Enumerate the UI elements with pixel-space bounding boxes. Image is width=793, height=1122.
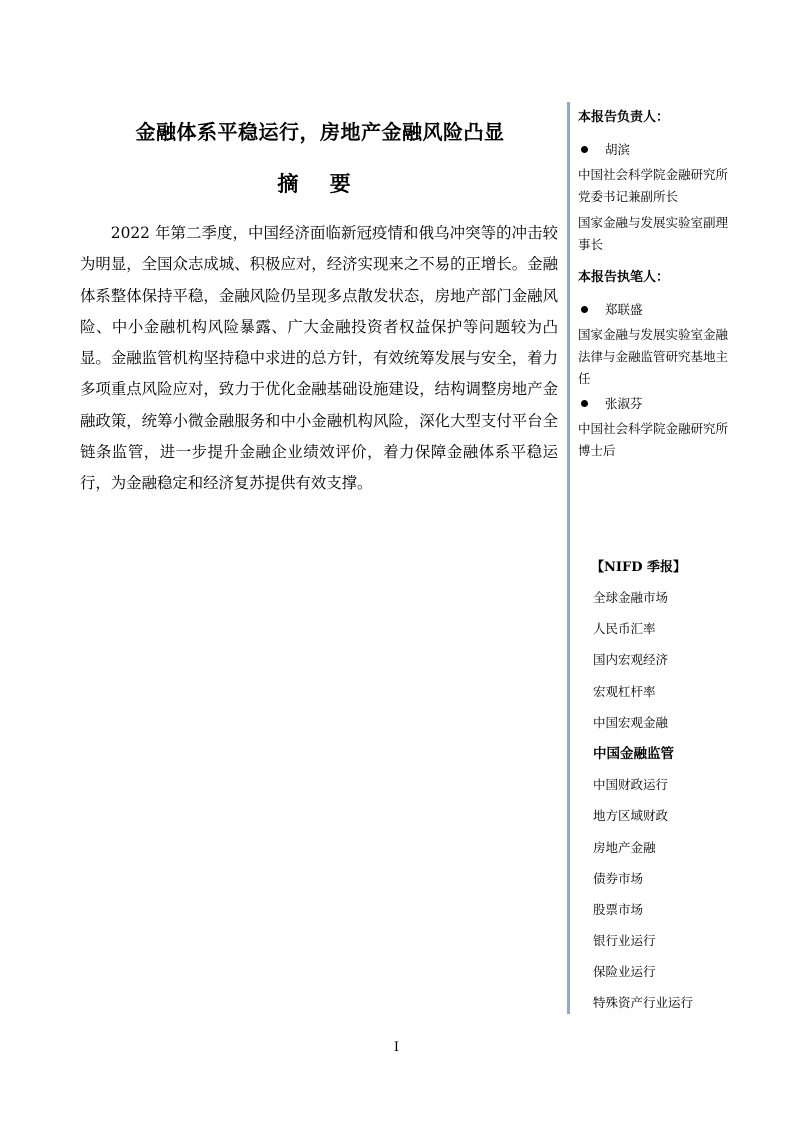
person-name: 张淑芬 bbox=[605, 396, 643, 411]
authors-heading: 本报告执笔人： bbox=[578, 270, 670, 285]
series-item[interactable]: 地方区域财政 bbox=[593, 808, 669, 824]
series-list bbox=[593, 586, 693, 1023]
bullet-icon bbox=[581, 400, 588, 407]
series-item[interactable]: 中国财政运行 bbox=[593, 777, 669, 793]
series-heading: 【NIFD 季报】 bbox=[591, 560, 686, 575]
person-entry bbox=[578, 392, 728, 414]
person-affiliation: 国家金融与发展实验室副理事长 bbox=[578, 215, 729, 252]
series-item[interactable]: 中国金融监管 bbox=[593, 745, 674, 762]
sidebar bbox=[578, 108, 728, 462]
person-entry bbox=[578, 298, 728, 320]
bullet-icon bbox=[581, 306, 588, 313]
series-item[interactable]: 保险业运行 bbox=[593, 964, 656, 980]
person-name: 郑联盛 bbox=[605, 302, 643, 317]
person-entry bbox=[578, 138, 728, 160]
person-affiliation: 中国社会科学院金融研究所博士后 bbox=[578, 421, 729, 458]
series-item[interactable]: 全球金融市场 bbox=[593, 590, 669, 605]
page-title: 金融体系平稳运行，房地产金融风险凸显 bbox=[135, 120, 505, 144]
abstract-heading: 摘 要 bbox=[277, 171, 363, 196]
series-item[interactable]: 国内宏观经济 bbox=[593, 652, 669, 668]
series-item[interactable]: 房地产金融 bbox=[593, 839, 656, 855]
series-item[interactable]: 银行业运行 bbox=[593, 933, 656, 949]
person-affiliation: 中国社会科学院金融研究所党委书记兼副所长 bbox=[578, 167, 729, 204]
abstract-body: 2022 年第二季度，中国经济面临新冠疫情和俄乌冲突等的冲击较为明显，全国众志成城、积极应对，经济实现来之不易的正增长。金融体系整体保持平稳，金融风险仍呈现多点散发状态，房地产部门金融风险、中小金融机构风险暴露、广大金融投资者权益保护等问题较为凸显。金融监管机构坚持稳中求进的总方针，有效统筹发展与安全，着力多项重点风险应对，致力于优化金融基础设施建设，结构调整房地产金融政策，统筹小微金融服务和中小金融机构风险，深化大型支付平台全链条监管，进一步提升金融企业绩效评价，着力保障金融体系平稳运行，为金融稳定和经济复苏提供有效支撑。 bbox=[80, 224, 558, 493]
series-item[interactable]: 股票市场 bbox=[593, 901, 644, 917]
series-item[interactable]: 宏观杠杆率 bbox=[593, 683, 656, 699]
series-item[interactable]: 中国宏观金融 bbox=[593, 714, 669, 730]
sidebar-divider bbox=[567, 102, 570, 1014]
series-item[interactable]: 债券市场 bbox=[593, 870, 644, 886]
page-number: I bbox=[393, 1040, 400, 1055]
person-name: 胡滨 bbox=[605, 142, 631, 157]
series-item[interactable]: 人民币汇率 bbox=[593, 621, 656, 637]
series-item[interactable]: 特殊资产行业运行 bbox=[593, 995, 694, 1011]
bullet-icon bbox=[581, 146, 588, 153]
person-affiliation: 国家金融与发展实验室金融法律与金融监管研究基地主任 bbox=[578, 327, 729, 386]
responsible-heading: 本报告负责人： bbox=[578, 110, 670, 125]
